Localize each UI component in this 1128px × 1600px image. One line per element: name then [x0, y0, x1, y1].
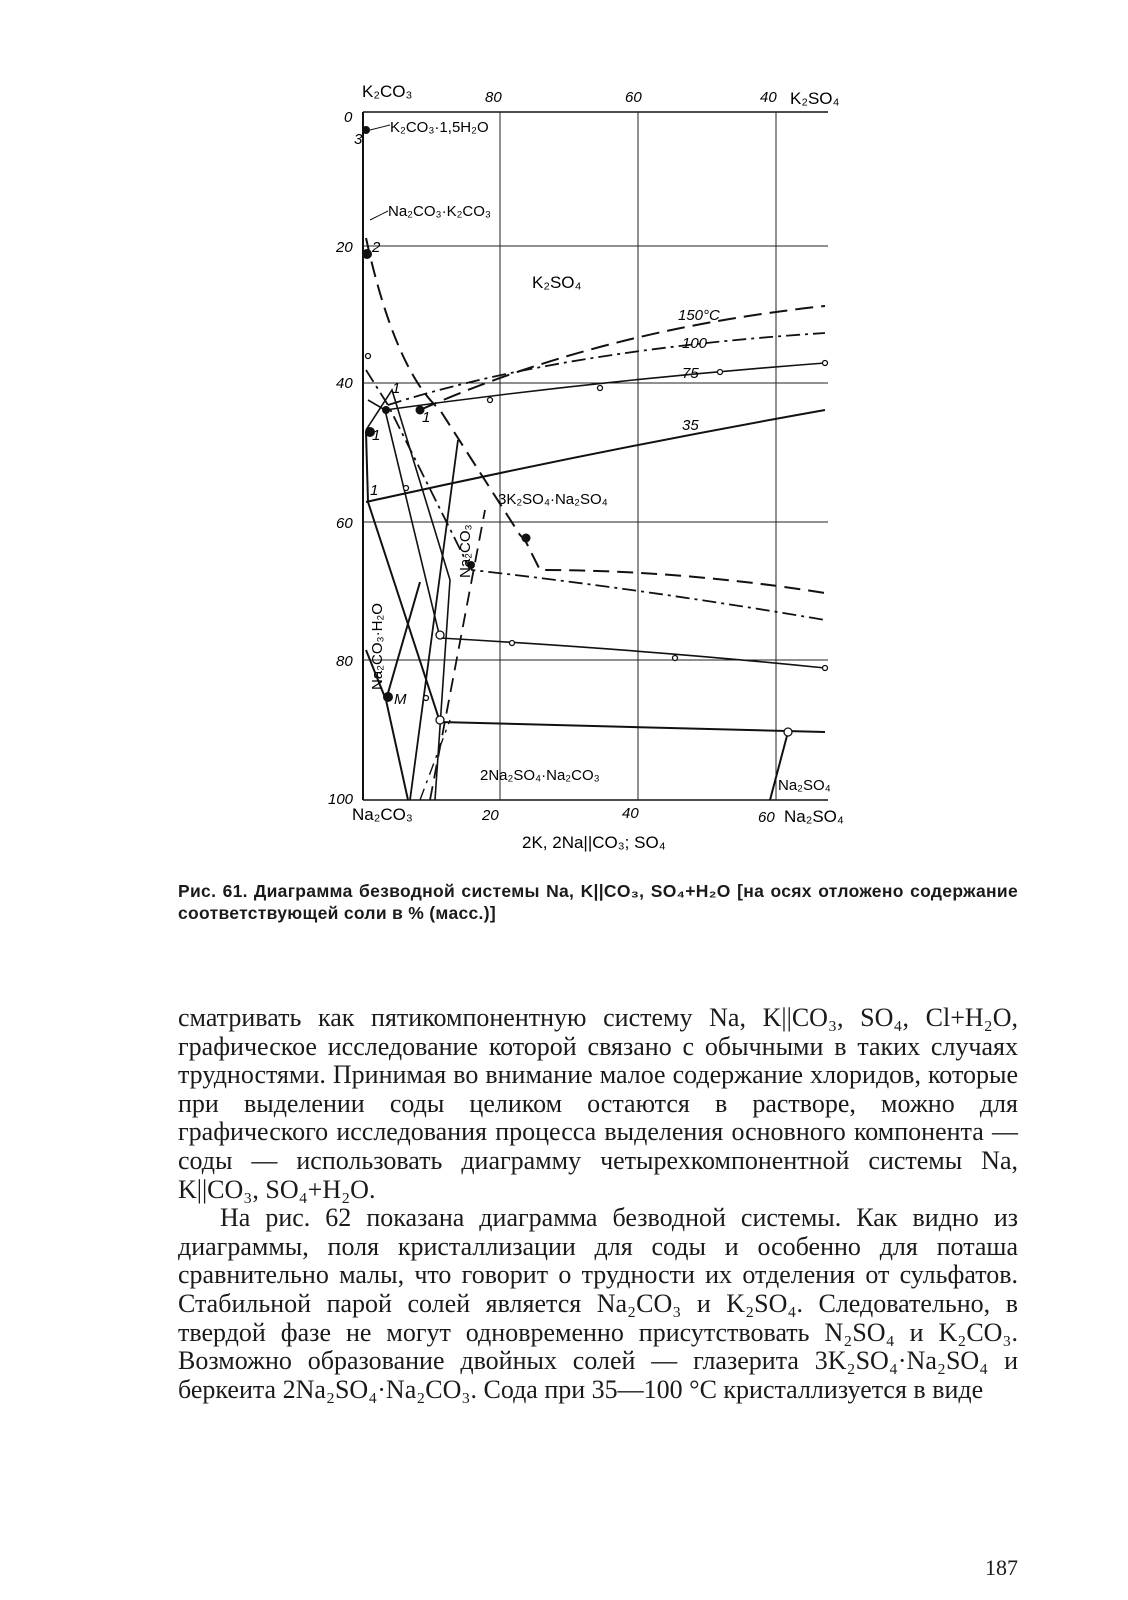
na2co3-field-line-c: [420, 720, 450, 800]
isotherm-75-upper: [368, 363, 825, 410]
left-tick: 20: [336, 239, 353, 256]
isotherm-label-100: 100: [682, 335, 708, 352]
isotherm-35-upper: [366, 410, 825, 502]
bottom-tick: 60: [758, 809, 775, 826]
field-label-na2co3-hydrate: Na₂CO₃·H₂O: [369, 603, 386, 690]
open-points: [366, 354, 828, 737]
phase-diagram-figure: [300, 70, 900, 870]
bottom-tick: 40: [622, 805, 639, 822]
left-tick: 60: [336, 515, 353, 532]
body-text: [178, 1004, 1018, 1404]
point-label-m: M: [394, 691, 407, 708]
point-label: 3: [354, 131, 363, 148]
corner-top-left-label: K₂CO₃: [362, 82, 413, 101]
corner-bottom-right-label: Na₂SO₄: [784, 807, 844, 826]
bottom-tick: 20: [482, 807, 499, 824]
top-tick: 80: [485, 89, 502, 106]
isotherm-label-35: 35: [682, 417, 699, 434]
point-label: 1: [370, 482, 379, 499]
caption-label: Рис. 61.: [178, 881, 248, 901]
corner-bottom-left-label: Na₂CO₃: [352, 805, 413, 824]
isotherm-150-boundary: [366, 238, 825, 593]
isotherm-label-75: 75: [682, 365, 699, 382]
bottom-axis-label: 2K, 2Na||CO₃; SO₄: [522, 833, 666, 852]
left-tick: 100: [328, 791, 354, 808]
isotherm-75-boundary: [385, 410, 825, 668]
isotherm-35-boundary: [366, 432, 825, 732]
field-label-burkeite: 2Na₂SO₄·Na₂CO₃: [480, 767, 600, 784]
na2co3-field-line-b: [410, 440, 458, 800]
field-label-double-salt: Na₂CO₃·K₂CO₃: [388, 203, 492, 220]
field-label-k2co3-hydrate: K₂CO₃·1,5H₂O: [390, 119, 489, 136]
top-tick: 40: [760, 89, 777, 106]
paragraph: сматривать как пятикомпонентную систему Na, K||CO₃, SO₄, Cl+H₂O, графическое исследование которой связано с обычными в таких случаях трудностями. Принимая во внимание малое содержание хлоридов, которые при выделении соды целиком остаются в растворе, можно для графического исследования процесса выделения основного компонента — соды — использовать диаграмму четырехкомпонентной системы Na, K||CO₃, SO₄+H₂O.: [178, 1003, 1018, 1204]
hydrate-line-m: [386, 582, 420, 700]
isotherm-150-upper: [420, 306, 825, 410]
left-tick: 0: [344, 109, 353, 126]
figure-caption: [178, 880, 1018, 924]
page-number: 187: [985, 1555, 1018, 1580]
caption-text: Диаграмма безводной системы Na, K||CO₃, SO₄+H₂O [на осях отложено содержание соответствующей соли в % (масс.)]: [178, 881, 1018, 923]
point-label: 1: [422, 409, 431, 426]
left-tick: 40: [336, 375, 353, 392]
isotherm-label-150: 150°C: [678, 307, 720, 324]
phase-diagram: [300, 70, 900, 870]
top-tick: 60: [625, 89, 642, 106]
point-label: 1: [372, 427, 381, 444]
field-label-k2so4: K₂SO₄: [532, 273, 582, 292]
field-label-glaserite: 3K₂SO₄·Na₂SO₄: [498, 491, 608, 508]
field-label-na2so4: Na₂SO₄: [778, 777, 831, 794]
point-label: 1: [392, 380, 401, 397]
paragraph: На рис. 62 показана диаграмма безводной системы. Как видно из диаграммы, поля кристаллизации для соды и особенно для поташа сравнительно малы, что говорит о трудности их отделения от сульфатов. Стабильной парой солей является Na₂CO₃ и K₂SO₄. Следовательно, в твердой фазе не могут одновременно присутствовать N₂SO₄ и K₂CO₃. Возможно образование двойных солей — глазерита 3K₂SO₄·Na₂SO₄ и беркеита 2Na₂SO₄·Na₂CO₃. Сода при 35—100 °C кристаллизуется в виде: [178, 1203, 1018, 1404]
corner-top-right-label: K₂SO₄: [790, 89, 840, 108]
field-label-na2co3: Na₂CO₃: [457, 524, 474, 578]
point-label: 2: [372, 239, 381, 256]
left-tick: 80: [336, 653, 353, 670]
